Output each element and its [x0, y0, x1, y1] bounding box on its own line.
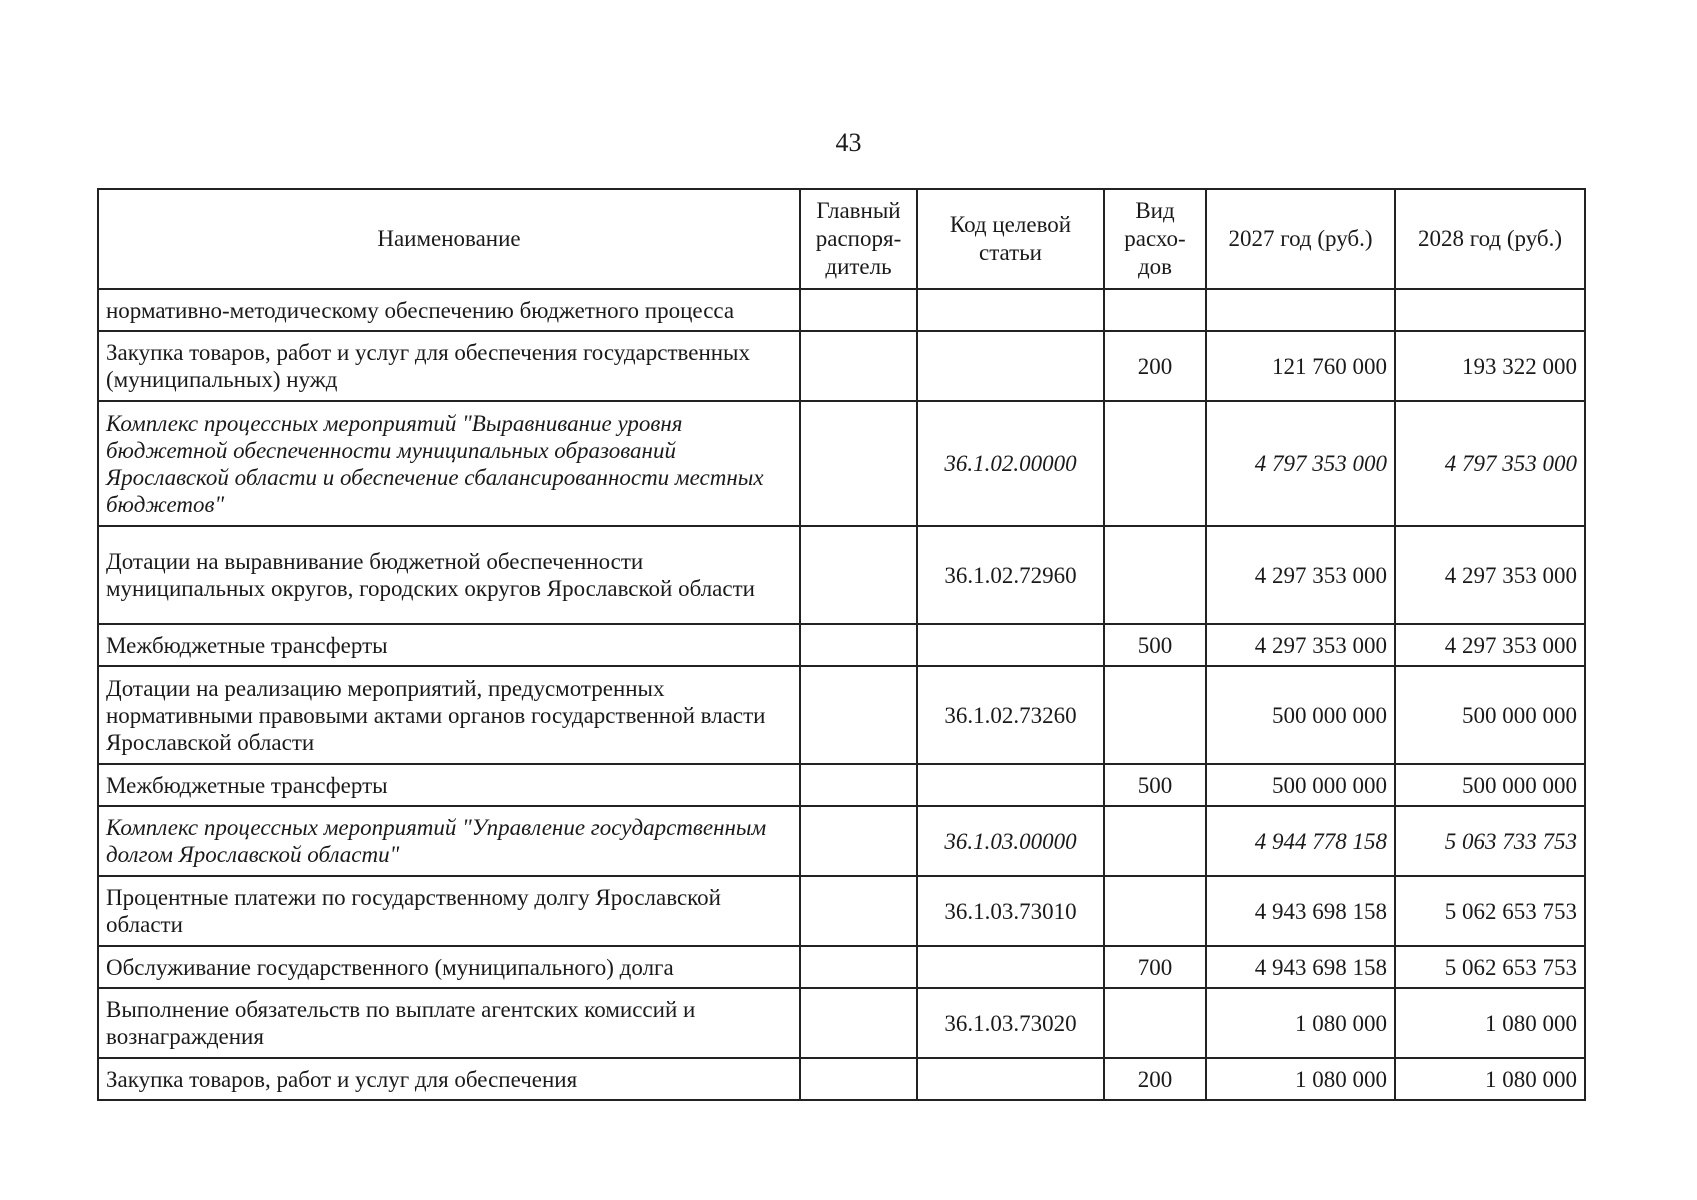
row-manager	[800, 666, 917, 764]
row-code	[917, 764, 1104, 806]
table-row	[98, 666, 1585, 764]
row-code: 36.1.03.73020	[917, 988, 1104, 1058]
row-type: 500	[1104, 764, 1206, 806]
table-row	[98, 331, 1585, 401]
header-type: Вид расхо-дов	[1104, 189, 1206, 289]
table-row-program	[98, 401, 1585, 526]
table-row	[98, 289, 1585, 331]
table-row	[98, 764, 1585, 806]
row-code: 36.1.02.72960	[917, 526, 1104, 624]
row-name: Дотации на реализацию мероприятий, предусмотренных нормативными правовыми актами органов государственной власти Ярославской области	[98, 666, 800, 764]
row-2028: 5 062 653 753	[1395, 876, 1585, 946]
row-2028: 4 797 353 000	[1395, 401, 1585, 526]
row-2028: 4 297 353 000	[1395, 526, 1585, 624]
row-code: 36.1.02.73260	[917, 666, 1104, 764]
row-code	[917, 289, 1104, 331]
row-type	[1104, 526, 1206, 624]
table-row	[98, 624, 1585, 666]
row-type	[1104, 806, 1206, 876]
row-code: 36.1.02.00000	[917, 401, 1104, 526]
row-2027: 1 080 000	[1206, 1058, 1395, 1100]
row-name: нормативно-методическому обеспечению бюджетного процесса	[98, 289, 800, 331]
table-header-row	[98, 189, 1585, 289]
table-row	[98, 876, 1585, 946]
row-type: 200	[1104, 1058, 1206, 1100]
row-manager	[800, 331, 917, 401]
row-2027: 1 080 000	[1206, 988, 1395, 1058]
row-2027: 500 000 000	[1206, 764, 1395, 806]
row-type	[1104, 289, 1206, 331]
row-2028: 500 000 000	[1395, 764, 1585, 806]
row-manager	[800, 526, 917, 624]
row-2027: 4 944 778 158	[1206, 806, 1395, 876]
row-2027	[1206, 289, 1395, 331]
table-row-program	[98, 806, 1585, 876]
header-manager: Главный распоря-дитель	[800, 189, 917, 289]
row-code	[917, 331, 1104, 401]
row-2027: 4 943 698 158	[1206, 946, 1395, 988]
row-2028: 1 080 000	[1395, 1058, 1585, 1100]
row-type: 200	[1104, 331, 1206, 401]
row-name: Межбюджетные трансферты	[98, 624, 800, 666]
row-manager	[800, 764, 917, 806]
row-manager	[800, 876, 917, 946]
row-name: Дотации на выравнивание бюджетной обеспеченности муниципальных округов, городских округов Ярославской области	[98, 526, 800, 624]
row-type	[1104, 988, 1206, 1058]
row-2027: 4 297 353 000	[1206, 624, 1395, 666]
row-2028: 5 063 733 753	[1395, 806, 1585, 876]
row-type: 700	[1104, 946, 1206, 988]
row-code: 36.1.03.73010	[917, 876, 1104, 946]
row-name: Закупка товаров, работ и услуг для обеспечения государственных (муниципальных) нужд	[98, 331, 800, 401]
row-code: 36.1.03.00000	[917, 806, 1104, 876]
row-2027: 500 000 000	[1206, 666, 1395, 764]
row-2027: 121 760 000	[1206, 331, 1395, 401]
row-name: Межбюджетные трансферты	[98, 764, 800, 806]
row-name: Выполнение обязательств по выплате агентских комиссий и вознаграждения	[98, 988, 800, 1058]
table-row	[98, 526, 1585, 624]
row-2027: 4 943 698 158	[1206, 876, 1395, 946]
table-row	[98, 988, 1585, 1058]
row-type	[1104, 401, 1206, 526]
row-type: 500	[1104, 624, 1206, 666]
header-code: Код целевой статьи	[917, 189, 1104, 289]
row-manager	[800, 624, 917, 666]
table-row	[98, 946, 1585, 988]
row-manager	[800, 289, 917, 331]
row-name: Обслуживание государственного (муниципального) долга	[98, 946, 800, 988]
row-manager	[800, 946, 917, 988]
row-code	[917, 1058, 1104, 1100]
row-manager	[800, 1058, 917, 1100]
row-code	[917, 624, 1104, 666]
row-2028: 193 322 000	[1395, 331, 1585, 401]
row-2028	[1395, 289, 1585, 331]
row-2028: 5 062 653 753	[1395, 946, 1585, 988]
row-name: Закупка товаров, работ и услуг для обеспечения	[98, 1058, 800, 1100]
row-2028: 500 000 000	[1395, 666, 1585, 764]
header-name: Наименование	[98, 189, 800, 289]
row-name: Комплекс процессных мероприятий "Выравнивание уровня бюджетной обеспеченности муниципальных образований Ярославской области и обеспечение сбалансированности местных бюджетов"	[98, 401, 800, 526]
page-number: 43	[835, 128, 862, 157]
header-2028: 2028 год (руб.)	[1395, 189, 1585, 289]
row-2028: 4 297 353 000	[1395, 624, 1585, 666]
row-manager	[800, 401, 917, 526]
row-2027: 4 297 353 000	[1206, 526, 1395, 624]
row-2027: 4 797 353 000	[1206, 401, 1395, 526]
row-name: Комплекс процессных мероприятий "Управление государственным долгом Ярославской области"	[98, 806, 800, 876]
row-type	[1104, 876, 1206, 946]
table-row	[98, 1058, 1585, 1100]
row-type	[1104, 666, 1206, 764]
row-name: Процентные платежи по государственному долгу Ярославской области	[98, 876, 800, 946]
row-manager	[800, 806, 917, 876]
header-2027: 2027 год (руб.)	[1206, 189, 1395, 289]
budget-table	[97, 188, 1586, 1101]
row-manager	[800, 988, 917, 1058]
row-2028: 1 080 000	[1395, 988, 1585, 1058]
row-code	[917, 946, 1104, 988]
